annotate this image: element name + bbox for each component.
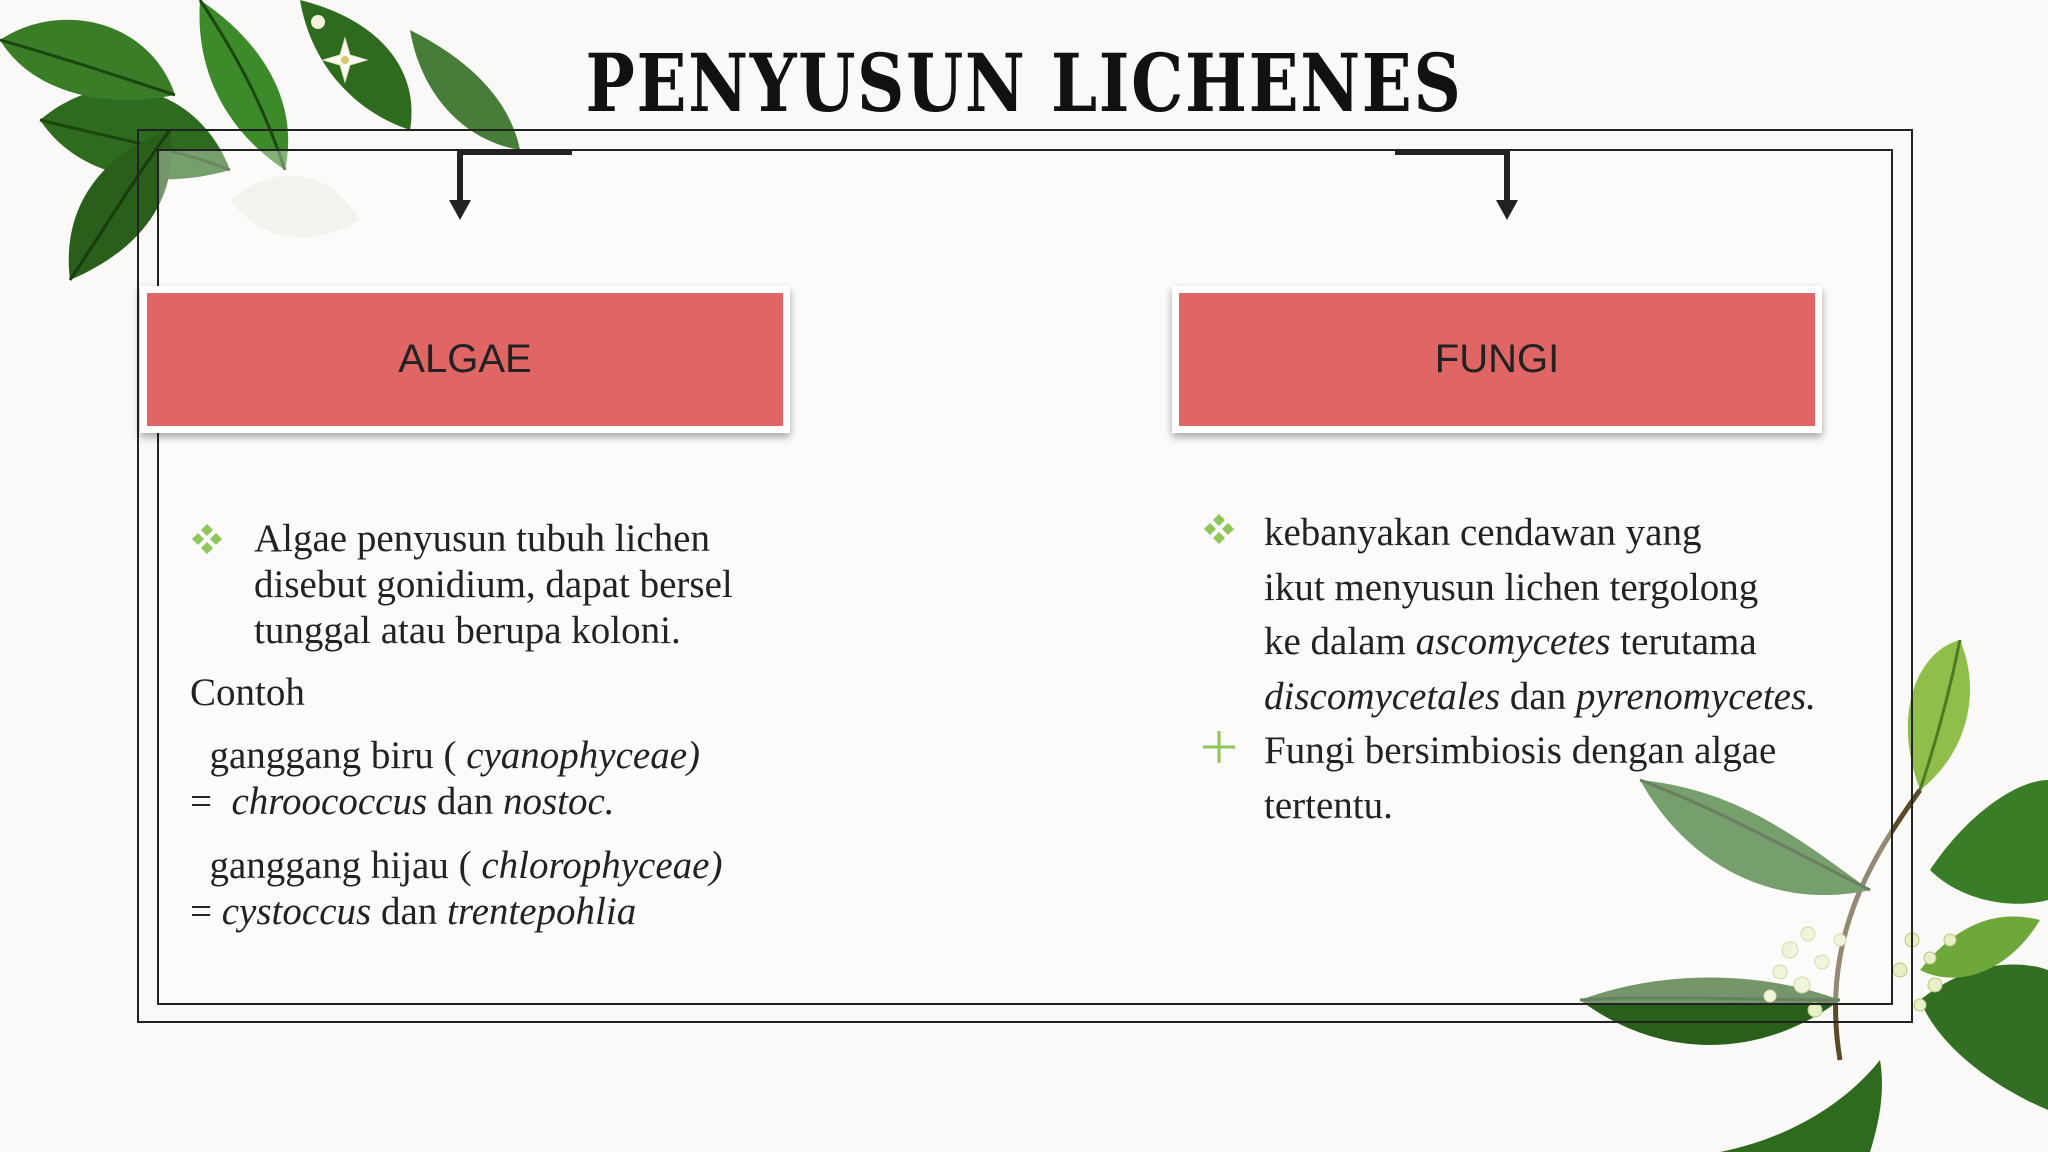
example-text: dan [427, 780, 503, 823]
plain-text: ke dalam [1264, 620, 1416, 663]
contoh-label: Contoh [190, 671, 305, 714]
arrow-to-algae-icon [440, 144, 580, 224]
algae-example-green [190, 843, 722, 889]
algae-heading-box [140, 286, 790, 433]
fungi-bullet-line: tertentu. [1264, 783, 1393, 827]
example-text: = [190, 780, 232, 823]
sparkle-cross-bullet-icon [1202, 724, 1236, 764]
fungi-heading-label: FUNGI [1434, 337, 1560, 381]
algae-bullet-line: disebut gonidium, dapat bersel [254, 563, 733, 606]
algae-bullet-text [254, 516, 733, 654]
fungi-heading-box [1172, 286, 1822, 433]
example-genus: trentepohlia [447, 890, 637, 933]
algae-bullet-line: tunggal atau berupa koloni. [254, 609, 681, 652]
taxon-term: discomycetales [1264, 674, 1501, 718]
algae-heading-label: ALGAE [398, 337, 532, 381]
fungi-bullet-line [1264, 615, 1816, 670]
fungi-bullet-line: kebanyakan cendawan yang [1264, 511, 1702, 554]
fungi-bullet-2 [1202, 724, 1776, 833]
example-text: ganggang hijau ( [190, 844, 482, 887]
algae-bullet [190, 516, 733, 654]
four-diamond-bullet-icon [1202, 506, 1236, 546]
arrow-to-fungi-icon [1392, 144, 1532, 224]
example-genus: chroococcus [231, 780, 428, 823]
fungi-bullet-line: Fungi bersimbiosis dengan algae [1264, 729, 1777, 772]
example-text: = [190, 890, 222, 933]
slide-title: PENYUSUN LICHENES [585, 36, 1463, 130]
example-term: chlorophyceae) [481, 844, 723, 887]
taxon-term: ascomycetes [1415, 620, 1611, 663]
four-diamond-bullet-icon [190, 516, 224, 556]
example-text: dan [371, 890, 447, 933]
fungi-bullet-2-text [1264, 724, 1776, 833]
example-text: ganggang biru ( [190, 734, 467, 777]
plain-text: dan [1500, 674, 1576, 718]
fungi-bullet-line [1264, 670, 1816, 725]
algae-example-blue [190, 733, 700, 779]
taxon-term: pyrenomycetes. [1575, 674, 1816, 718]
algae-bullet-line: Algae penyusun tubuh lichen [254, 517, 710, 560]
fungi-bullet-line: ikut menyusun lichen tergolong [1264, 565, 1759, 609]
algae-example-blue-genera [190, 779, 615, 825]
fungi-bullet-1-text [1264, 506, 1816, 724]
plain-text: terutama [1610, 620, 1757, 663]
example-term: cyanophyceae) [466, 734, 701, 777]
example-genus: cystoccus [221, 890, 372, 933]
algae-example-green-genera [190, 889, 636, 935]
example-genus: nostoc. [502, 780, 615, 823]
fungi-bullet-1 [1202, 506, 1816, 724]
